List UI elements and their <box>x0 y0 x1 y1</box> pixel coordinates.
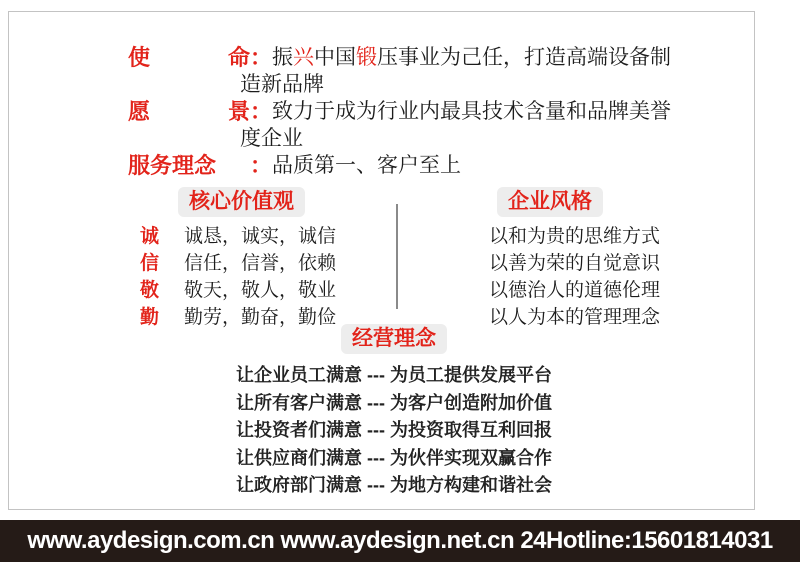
service-philosophy-label: 服务理念 <box>128 153 217 178</box>
corporate-style-heading: 企业风格 <box>497 187 603 217</box>
corporate-style-row: 以人为本的管理理念 <box>488 307 660 328</box>
service-philosophy-colon: ： <box>250 153 273 178</box>
core-value-key: 敬 <box>140 280 160 301</box>
mission-text-seg2-highlight: 兴 <box>293 45 315 69</box>
mission-colon: ： <box>250 45 273 70</box>
vision-label <box>128 98 250 125</box>
core-value-row <box>140 223 336 250</box>
core-value-text: 信任，信誉，依赖 <box>184 253 337 274</box>
vision-colon: ： <box>250 99 273 124</box>
mission-text-seg3: 中国 <box>314 45 357 69</box>
corporate-style-row: 以和为贵的思维方式 <box>488 226 660 247</box>
mission-label-char-1: 使 <box>128 45 151 70</box>
core-value-text: 敬天，敬人，敬业 <box>184 280 337 301</box>
corporate-style-row: 以德治人的道德伦理 <box>488 280 660 301</box>
core-value-row <box>140 304 336 331</box>
mission-text-seg5: 压事业为己任，打造高端设备制造新品牌 <box>240 45 672 96</box>
footer-contact-text: www.aydesign.com.cn www.aydesign.net.cn 24Hotline:15601814031 <box>27 527 773 554</box>
mission-row <box>128 44 688 98</box>
core-value-row <box>140 277 336 304</box>
core-value-text: 勤劳，勤奋，勤俭 <box>184 307 337 328</box>
core-values-heading: 核心价值观 <box>178 187 305 217</box>
corporate-style-row: 以善为荣的自觉意识 <box>488 253 660 274</box>
mission-label-char-2: 命 <box>227 45 250 70</box>
business-philosophy-row: 让政府部门满意 --- 为地方构建和谐社会 <box>236 475 552 495</box>
statements-block <box>128 44 688 179</box>
business-philosophy-row: 让企业员工满意 --- 为员工提供发展平台 <box>236 365 552 385</box>
business-philosophy-row: 让供应商们满意 --- 为伙伴实现双赢合作 <box>236 447 552 468</box>
vision-label-char-2: 景 <box>227 99 250 124</box>
service-philosophy-text: 品质第一、客户至上 <box>272 153 462 177</box>
core-value-key: 诚 <box>140 226 160 247</box>
service-philosophy-row <box>128 152 688 179</box>
business-philosophy-list <box>236 362 552 500</box>
core-value-text: 诚恳，诚实，诚信 <box>184 226 337 247</box>
corporate-style-list <box>462 223 687 331</box>
core-value-row <box>140 250 336 277</box>
core-values-list <box>140 223 336 331</box>
business-philosophy-row: 让投资者们满意 --- 为投资取得互利回报 <box>236 420 552 440</box>
core-value-key: 信 <box>140 253 160 274</box>
column-divider <box>396 204 398 309</box>
core-value-key: 勤 <box>140 307 160 328</box>
business-philosophy-row: 让所有客户满意 --- 为客户创造附加价值 <box>236 392 552 413</box>
footer-bar <box>0 520 800 562</box>
mission-text <box>240 44 688 98</box>
mission-text-seg4-highlight: 锻 <box>356 45 378 69</box>
mission-text-seg1: 振 <box>272 45 294 69</box>
mission-label <box>128 44 250 71</box>
vision-row <box>128 98 688 152</box>
vision-label-char-1: 愿 <box>128 99 151 124</box>
vision-text: 致力于成为行业内最具技术含量和品牌美誉度企业 <box>240 99 672 150</box>
business-philosophy-heading: 经营理念 <box>341 324 447 354</box>
